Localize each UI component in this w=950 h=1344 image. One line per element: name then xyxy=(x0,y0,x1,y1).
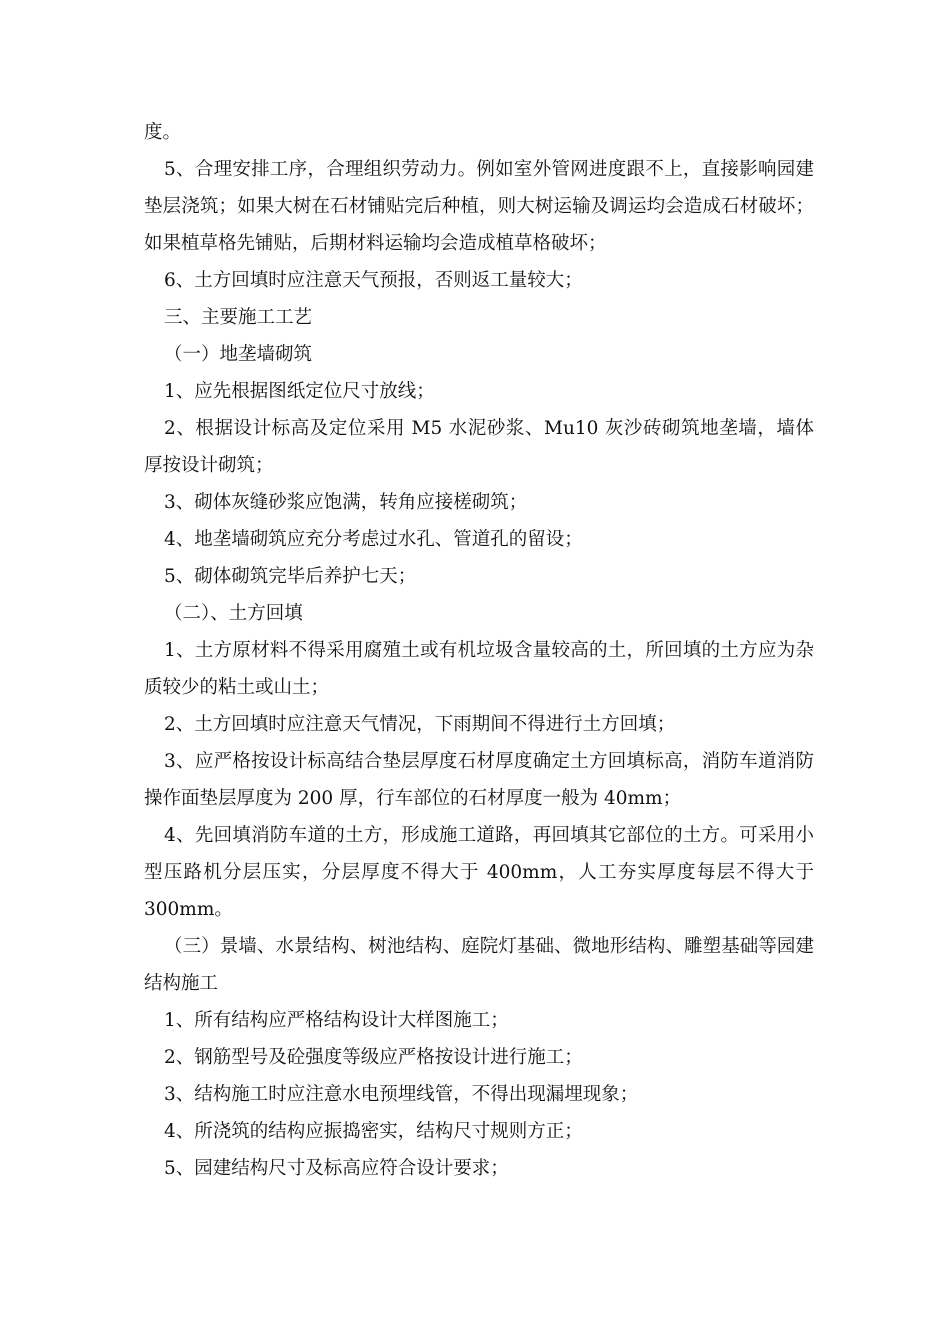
list-item: 1、所有结构应严格结构设计大样图施工； xyxy=(164,1010,509,1031)
paragraph-continuation: 度。 xyxy=(144,122,182,143)
list-item: 2、土方回填时应注意天气情况，下雨期间不得进行土方回填； xyxy=(164,714,676,735)
list-item: 1、应先根据图纸定位尺寸放线； xyxy=(164,381,435,402)
list-item: 3、砌体灰缝砂浆应饱满，转角应接槎砌筑； xyxy=(164,492,528,513)
list-item: 5、砌体砌筑完毕后养护七天； xyxy=(164,566,417,587)
list-item: 5、园建结构尺寸及标高应符合设计要求； xyxy=(164,1158,509,1179)
subsection-heading-structures: （三）景墙、水景结构、树池结构、庭院灯基础、微地形结构、雕塑基础等园建结构施工 xyxy=(144,936,814,994)
subsection-heading-wall-masonry: （一）地垄墙砌筑 xyxy=(164,344,313,365)
list-item: 3、应严格按设计标高结合垫层厚度石材厚度确定土方回填标高，消防车道消防操作面垫层厚度为 200 厚，行车部位的石材厚度一般为 40mm； xyxy=(144,751,814,809)
list-item: 4、地垄墙砌筑应充分考虑过水孔、管道孔的留设； xyxy=(164,529,583,550)
list-item: 1、土方原材料不得采用腐殖土或有机垃圾含量较高的土，所回填的土方应为杂质较少的粘土或山土； xyxy=(144,640,814,698)
paragraph-item-5-scheduling: 5、合理安排工序，合理组织劳动力。例如室外管网进度跟不上，直接影响园建垫层浇筑；如果大树在石材铺贴完后种植，则大树运输及调运均会造成石材破坏；如果植草格先铺贴，后期材料运输均会造成植草格破坏； xyxy=(144,159,814,254)
list-item: 2、钢筋型号及砼强度等级应严格按设计进行施工； xyxy=(164,1047,583,1068)
document-body xyxy=(144,114,814,1187)
paragraph-item-6-weather: 6、土方回填时应注意天气预报，否则返工量较大； xyxy=(164,270,583,291)
section-heading-main-process: 三、主要施工工艺 xyxy=(164,307,313,328)
list-item: 3、结构施工时应注意水电预埋线管，不得出现漏埋现象； xyxy=(164,1084,639,1105)
list-item: 4、所浇筑的结构应振捣密实，结构尺寸规则方正； xyxy=(164,1121,583,1142)
list-item: 2、根据设计标高及定位采用 M5 水泥砂浆、Mu10 灰沙砖砌筑地垄墙，墙体厚按设计砌筑； xyxy=(144,418,814,476)
list-item: 4、先回填消防车道的土方，形成施工道路，再回填其它部位的土方。可采用小型压路机分层压实，分层厚度不得大于 400mm，人工夯实厚度每层不得大于 300mm。 xyxy=(144,825,814,920)
subsection-heading-backfill: （二）、土方回填 xyxy=(164,603,303,624)
